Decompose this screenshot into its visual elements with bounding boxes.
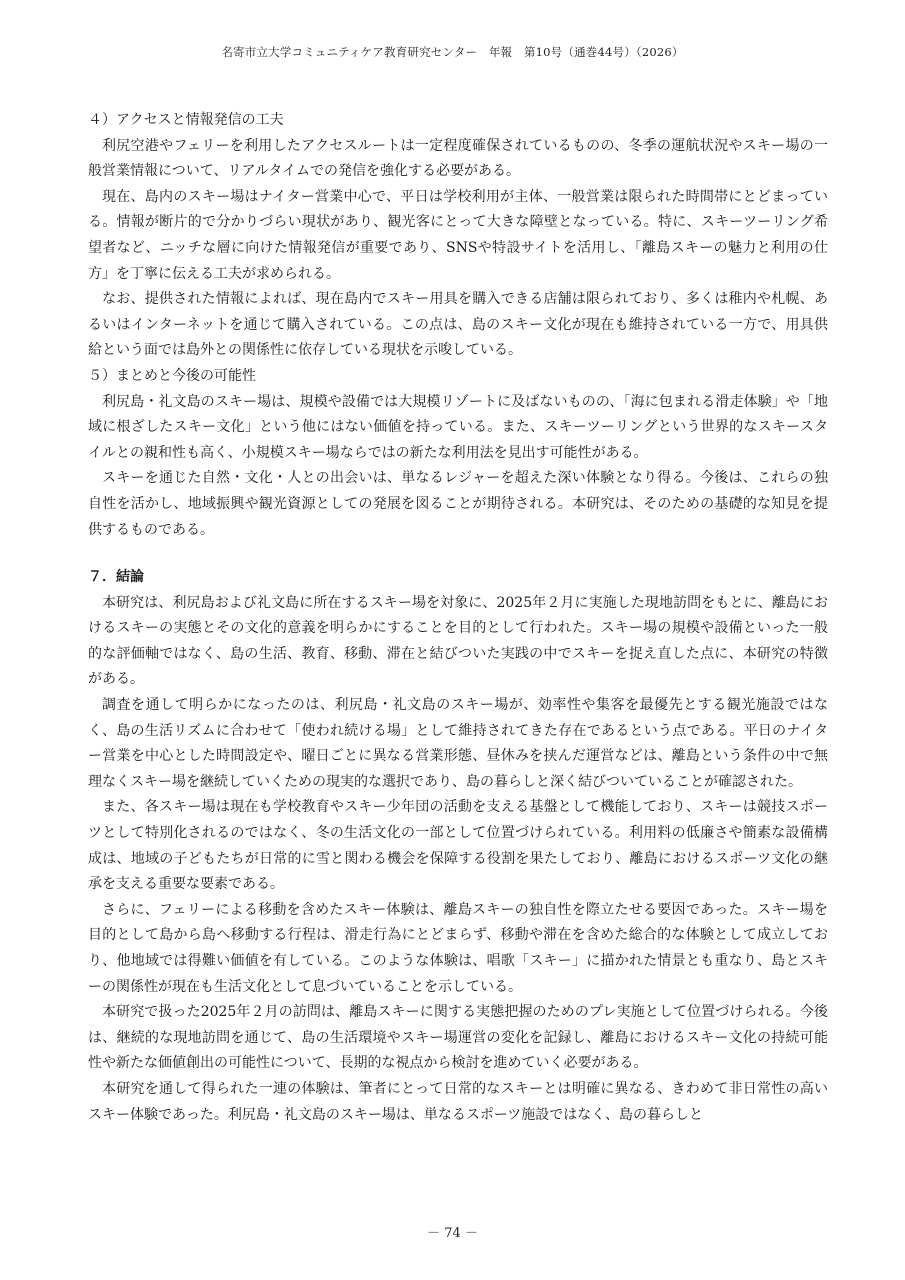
paragraph: 現在、島内のスキー場はナイター営業中心で、平日は学校利用が主体、一般営業は限られた時間帯にとどまっている。情報が断片的で分かりづらい現状があり、観光客にとって大きな障壁となっている。特に、スキーツーリング希望者など、ニッチな層に向けた情報発信が重要であり、SNSや特設サイトを活用し、「離島スキーの魅力と利用の仕方」を丁寧に伝える工夫が求められる。 xyxy=(88,188,828,282)
paragraph: 本研究を通して得られた一連の体験は、筆者にとって日常的なスキーとは明確に異なる、きわめて非日常性の高いスキー体験であった。利尻島・礼文島のスキー場は、単なるスポーツ施設ではなく、島の暮らしと xyxy=(88,1080,828,1123)
paragraph: なお、提供された情報によれば、現在島内でスキー用具を購入できる店舗は限られており、多くは稚内や札幌、あるいはインターネットを通じて購入されている。この点は、島のスキー文化が現在も維持されている一方で、用具供給という面では島外との関係性に依存している現状を示唆している。 xyxy=(88,291,828,359)
page-number: － 74 － xyxy=(427,1226,478,1241)
paragraph: さらに、フェリーによる移動を含めたスキー体験は、離島スキーの独自性を際立たせる要因であった。スキー場を目的として島から島へ移動する行程は、滑走行為にとどまらず、移動や滞在を含めた総合的な体験として成立しており、他地域では得難い価値を有している。このような体験は、唱歌「スキー」に描かれた情景とも重なり、島とスキーの関係性が現在も生活文化として息づいていることを示している。 xyxy=(88,901,828,995)
paragraph: 利尻島・礼文島のスキー場は、規模や設備では大規模リゾートに及ばないものの、「海に包まれる滑走体験」や「地域に根ざしたスキー文化」という他にはない価値を持っている。また、スキーツーリングという世界的なスキースタイルとの親和性も高く、小規模スキー場ならではの新たな利用法を見出す可能性がある。 xyxy=(88,393,828,461)
paragraph: 本研究は、利尻島および礼文島に所在するスキー場を対象に、2025年２月に実施した現地訪問をもとに、離島におけるスキーの実態とその文化的意義を明らかにすることを目的として行われた。スキー場の規模や設備といった一般的な評価軸ではなく、島の生活、教育、移動、滞在と結びついた実践の中でスキーを捉え直した点に、本研究の特徴がある。 xyxy=(88,594,828,688)
paragraph: スキーを通じた自然・文化・人との出会いは、単なるレジャーを超えた深い体験となり得る。今後は、これらの独自性を活かし、地域振興や観光資源としての発展を図ることが期待される。本研究は、そのための基礎的な知見を提供するものである。 xyxy=(88,470,828,538)
section-heading-conclusion: ７．結論 xyxy=(88,569,144,586)
running-header: 名寄市立大学コミュニティケア教育研究センター 年報 第10号（通巻44号）（2026） xyxy=(221,45,684,59)
paragraph: 本研究で扱った2025年２月の訪問は、離島スキーに関する実態把握のためのプレ実施として位置づけられる。今後は、継続的な現地訪問を通じて、島の生活環境やスキー場運営の変化を記録し、離島におけるスキー文化の持続可能性や新たな価値創出の可能性について、長期的な視点から検討を進めていく必要がある。 xyxy=(88,1004,828,1072)
paragraph: 利尻空港やフェリーを利用したアクセスルートは一定程度確保されているものの、冬季の運航状況やスキー場の一般営業情報について、リアルタイムでの発信を強化する必要がある。 xyxy=(88,137,828,180)
paragraph: また、各スキー場は現在も学校教育やスキー少年団の活動を支える基盤として機能しており、スキーは競技スポーツとして特別化されるのではなく、冬の生活文化の一部として位置づけられている。利用料の低廉さや簡素な設備構成は、地域の子どもたちが日常的に雪と関わる機会を保障する役割を果たしており、離島におけるスポーツ文化の継承を支える重要な要素である。 xyxy=(88,799,828,893)
subsection-heading-5: ５）まとめと今後の可能性 xyxy=(88,367,256,384)
paragraph: 調査を通して明らかになったのは、利尻島・礼文島のスキー場が、効率性や集客を最優先とする観光施設ではなく、島の生活リズムに合わせて「使われ続ける場」として維持されてきた存在であるという点である。平日のナイター営業を中心とした時間設定や、曜日ごとに異なる営業形態、昼休みを挟んだ運営などは、離島という条件の中で無理なくスキー場を継続していくための現実的な選択であり、島の暮らしと深く結びついていることが確認された。 xyxy=(88,697,828,790)
subsection-heading-4: ４）アクセスと情報発信の工夫 xyxy=(88,112,284,128)
body-text xyxy=(88,108,828,1128)
